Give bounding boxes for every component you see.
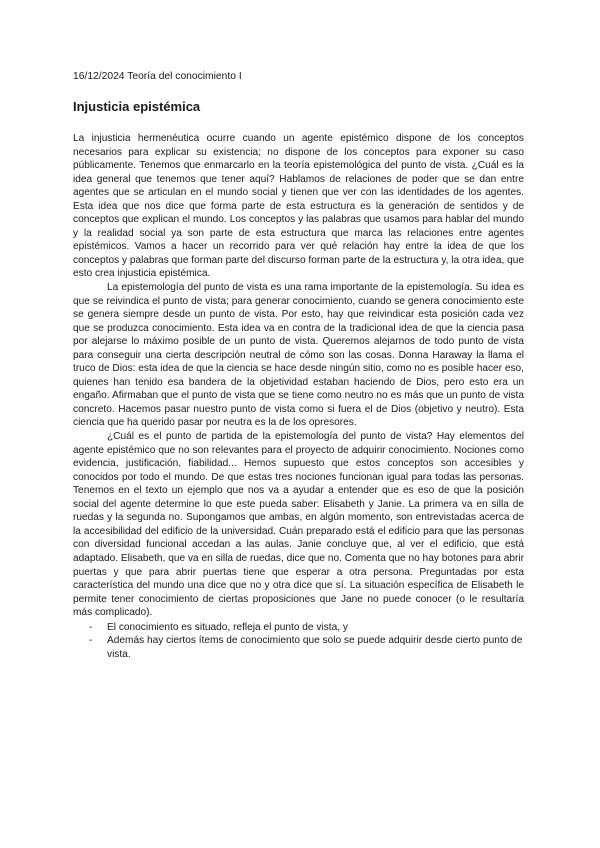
paragraph-1: La injusticia hermenéutica ocurre cuando un agente epistémico dispone de los conceptos necesarios para explicar su existencia; no dispone de los conceptos para exponer su caso públicamente. Tenemos que enmarcarlo en la teoría epistemológica del punto de vista. ¿Cuál es la idea general que tenemos que tener aquí? Hablamos de relaciones de poder que se dan entre agentes que se articulan en el mundo social y tienen que ver con las identidades de los agentes. Esta idea que nos dice que forma parte de esta estructura es la generación de sentidos y de conceptos que explican el mundo. Los conceptos y las palabras que usamos para hablar del mundo y la realidad social ya son parte de esta estructura que marca las relaciones entre agentes epistémicos. Vamos a hacer un recorrido para ver qué relación hay entre la idea de que los conceptos y palabras que forman parte del discurso forman parte de la estructura y, la otra idea, que esto crea injusticia epistémica. — [73, 133, 524, 280]
list-item — [73, 621, 524, 635]
bullet-list — [73, 621, 524, 662]
list-item — [73, 634, 524, 661]
bullet-dash: - — [89, 635, 93, 647]
document-title: Injusticia epistémica — [73, 99, 201, 114]
list-item-text: Además hay ciertos ítems de conocimiento que solo se puede adquirir desde cierto punto de vista. — [107, 635, 523, 660]
bullet-dash: - — [89, 621, 93, 633]
paragraph-2: La epistemología del punto de vista es una rama importante de la epistemología. Su idea es que se reivindica el punto de vista; para generar conocimiento, cuando se genera conocimiento este se genera siempre desde un punto de vista. Por esto, hay que reivindicar esta posición cada vez que se produzca conocimiento. Esta idea va en contra de la tradicional idea de que la ciencia pasa por alejarse lo máximo posible de un punto de vista. Queremos alejarnos de todo punto de vista para conseguir una cierta descripción neutral de cómo son las cosas. Donna Haraway la llama el truco de Dios: esta idea de que la ciencia se hace desde ningún sitio, como no es posible hacer eso, quienes han tenido esa bandera de la objetividad estaban haciendo de Dios, pero esto era un engaño. Afirmaban que el punto de vista que se tiene como neutro no es más que un punto de vista concreto. Hacemos pasar nuestro punto de vista como si fuera el de Dios (objetivo y neutro). Esta ciencia que ha querido pasar por neutra es la de los opresores. — [73, 282, 524, 429]
list-item-text: El conocimiento es situado, refleja el punto de vista, y — [107, 621, 348, 633]
paragraph-3: ¿Cuál es el punto de partida de la epistemología del punto de vista? Hay elementos del agente epistémico que no son relevantes para el proyecto de adquirir conocimiento. Nociones como evidencia, justificación, fiabilidad... Hemos supuesto que estos conceptos son accesibles y conocidos por todo el mundo. De que estas tres nociones funcionan igual para todas las personas. Tenemos en el texto un ejemplo que nos va a ayudar a entender que es eso de que la posición social del agente determine lo que este pueda saber: Elisabeth y Janie. La primera va en silla de ruedas y la segunda no. Supongamos que ambas, en algún momento, son entrevistadas acerca de la accesibilidad del edificio de la universidad. Cuán preparado está el edificio para que las personas con diversidad funcional accedan a las aulas. Janie concluye que, al ver el edificio, que está adaptado. Elisabeth, que va en silla de ruedas, dice que no. Comenta que no hay botones para abrir puertas y que para abrir puertas tiene que esperar a otra persona. Preguntadas por esta característica del mundo una dice que no y otra dice que sí. La situación específica de Elisabeth le permite tener conocimiento de ciertas proposiciones que Jane no puede conocer (o le resultaría más complicado). — [73, 431, 524, 619]
document-header: 16/12/2024 Teoría del conocimiento I — [73, 71, 242, 82]
